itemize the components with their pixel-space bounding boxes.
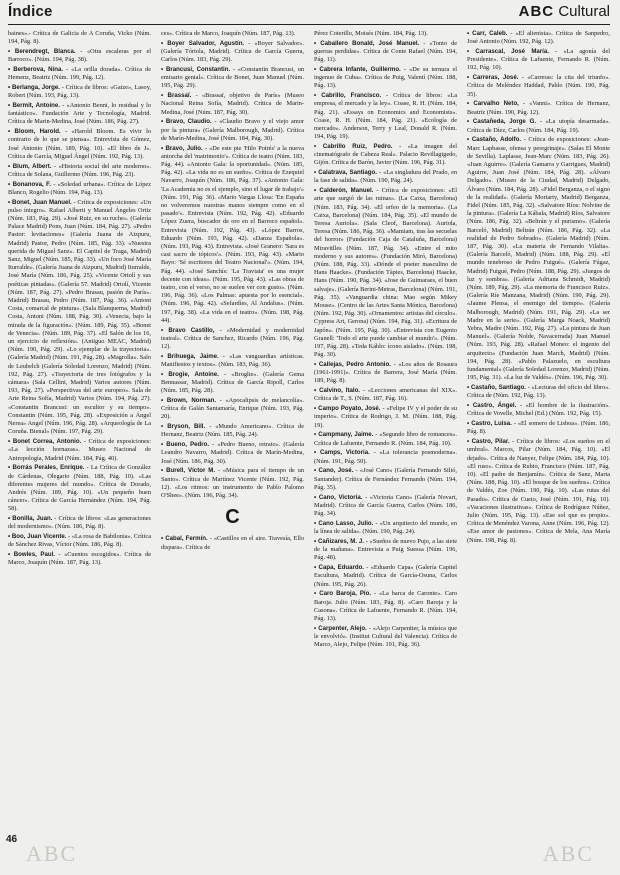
- entry-author: • Castaño, Adolfo.: [467, 136, 522, 144]
- index-entry: [314, 467, 457, 492]
- entry-author: • Bryson, Bill.: [161, 423, 206, 431]
- entry-text: - Crítica de exposiciones: «Un pulso íntegro». Rafael Alberti y Manuel Ángeles Ortiz (Núm. 183, Pág. 29). «José Ruiz, en su ruche». (Galería Palace Madrid) Pons, Juan (Núm. 184, Pág. 27). «Pedro Pastor: levitaciones» (Galería Juana de Aizpuru, Madrid) Pastor, Pedro (Núm. 185, Pág. 33). «Nuestra querida de Miguel Sanz». El Capitel de Traga, Madrid) Sanz, Miguel (Núm. 185, Pág. 33). «Un foco José María Iturralde». (Galería Juana de Aizpuru, Madrid) Iturralde, José María (Núm. 186, Pág. 25). «Vicente Ortolí y sus poéticas pintadas». (Galería 57. Madrid) Ortolí, Vicente (Núm. 187, Pág. 27). «Pedro Brasau, pasión de París». Madrid) Brasau, Pedro (Núm. 187, Pág. 36). «Antoni Costa, comarcal de pintura». (Sala Blanquerna, Madrid) Costa, Antoni (Núm. 188, Pág. 30). «Venecia, bajo la mirada de la figuración». (Núm. 189, Pág. 35). «Bonet de Venecia». (Núm. 189, Pág. 37). «El Salón de los 16, un ejercicio de reflexión». (Antiguo MEAC, Madrid) (Núm. 190, Pág. 29). «Lo ejemplar de la trayectoria». (Galería Madrid) (Núm. 191, Pág. 28). «Magrolla». Salo de Leubelch (Galería Soledad Lorenzo, Madrid) (Núm. 192, Pág. 27). «Trayectoria de tres fotógrafos y la cámara» (Sala Cellini, Madrid) Varios autores (Núm. 193, Pág. 27). «Perspectivas del arte europeo». Sala de Arte Reina Sofía, Madrid) Varios (Núm. 194, Pág. 27). «Constantin Brancusi: un escultor y su tiempo». Constantin (Núm. 195, Pág. 28). «Exposición a Ángel Nerea» Angel (Núm. 196, Pág. 28). «Arqueología de La Coruña. Bienal» (Núm. 197, Pág. 29).: [8, 198, 151, 436]
- entry-author: • Bravo, Julio.: [161, 144, 203, 152]
- entry-text: - «Carreras: la cita del triunfo». Crítica de Meléndez Haddad, Pablo (Núm. 190, Pág. 35).: [467, 74, 610, 98]
- index-entry: [314, 387, 457, 403]
- index-entry: [467, 402, 610, 418]
- index-entry: [161, 353, 304, 369]
- entry-text: - «Modernidad y modernidad teatral». Crítica de Sanchez, Ricardo (Núm. 196, Pág. 12).: [161, 326, 304, 351]
- index-entry: [314, 169, 457, 185]
- brand-section: Cultural: [558, 3, 610, 20]
- entry-author: • Caballero Bonald, José Manuel.: [314, 39, 420, 47]
- index-columns: [8, 30, 610, 856]
- index-entry: [8, 84, 151, 100]
- entry-author: • Castro, Pilar.: [467, 438, 510, 446]
- entry-text: ces». Crítica de Marco, Joaquín (Núm. 187, Pág. 13).: [161, 30, 296, 37]
- entry-text: - «Cuentos escogidos». Crítica de Marco, Joaquín (Núm. 187, Pág. 13).: [8, 551, 151, 567]
- entry-author: • Cabal, Fermín.: [161, 535, 208, 543]
- index-entry: [314, 361, 457, 386]
- index-entry: [8, 515, 151, 531]
- index-entry: [161, 145, 304, 325]
- entry-text: - «Brassaï, objetivo de París» (Museo Nacional Reina Sofía, Madrid). Crítica de Marin-Medina, José (Núm. 187, Pág. 30).: [161, 92, 304, 116]
- entry-author: • Cano Lasso, Julio.: [314, 519, 374, 527]
- entry-text: - «El hombre de la ilustración». Crítica de Vovelle, Michel (Ed.) (Núm. 192, Pág. 15).: [467, 402, 610, 418]
- entry-text: - «La agonía del Presidente». Crítica de Lafuente, Fernando R. (Núm. 192, Pág. 10).: [467, 48, 610, 72]
- index-entry: [8, 102, 151, 127]
- entry-author: • Cabrillo Ruiz, Pedro.: [314, 143, 393, 151]
- entry-text: - Crítica de exposiciones: «Jean-Marc Lapbasse, ofensa y peregrinaje». (Salas El Monte de Sevilla). Laplasse, Jean-Marc (Núm. 183, Pág. 26). «Juan Aguirre». (Galería Gamarra y Garrigues, Madrid) Aguirre, Juan José (Núm. 184, Pág. 28). «Álvaro Delgado». (Museo de la Ciudad, Madrid) Delgado, Álvaro (Núm. 184, Pág. 28). «Fidel Berganza, o el signo de la realidad». (Galería Moriarty, Madrid) Berganza, Fidel (Núm. 185, Pág. 32). «Salvatore Ríos: Nolvine de la pintura». (Galería La Kábala, Madrid) Ríos, Salvatore (Núm. 186, Pág. 32). «Beltrán y el purismo». (Galería Barceló, Madrid) Beltrán (Núm. 186, Pág. 32). «La realidad de Pedro Sobrado». (Galería Madrid) (Núm. 187, Pág. 30). «La materia de Fernando Vilalta». (Galería Barceló, Madrid) (Núm. 188, Pág. 29). «El mundo tenebroso de Pedro Fuigué». (Galería Fúgaz, Madrid) Fuigué, Pedro (Núm. 188, Pág. 29). «Juegos de luz y sombra». (Galería Adriana Schmidt, Madrid) (Núm. 189, Pág. 29). «La memoria de Francisco Ruiz». (Galería Ríe Manzana, Madrid) (Núm. 190, Pág. 29). «Jaume Plensa, el enemigo del tiempo». (Galería Malborough, Madrid) (Núm. 191, Pág. 29). «La ser Madre en la serie». (Galería Marga Noack, Madrid) Yebra, Madre (Núm. 192, Pág. 27). «La pintura de Juan Manuel». (Galería Nolde, Navacerrada) Juan Manuel (Núm. 193, Pág. 28). «Rafael Moneo: el ingenio del arquitecto» (Fundación Juan March, Madrid) (Núm. 194, Pág. 28). «Pablo Palazuelo, en escultura fundamental» (Galería Soledad Lorenzo, Madrid) (Núm. 195, Pág. 31). «La luz de Valdés». (Núm. 196, Pág. 30).: [467, 136, 610, 382]
- index-entry: [467, 74, 610, 99]
- index-entry: [161, 467, 304, 500]
- entry-author: • Carr, Caleb.: [467, 30, 508, 37]
- index-entry: [467, 384, 610, 400]
- index-entry: [161, 441, 304, 466]
- entry-text: - «Pedro Bueno, retrato». (Galería Leandro Navarro, Madrid). Crítica de Marín-Medina, José (Núm. 186, Pág. 30).: [161, 441, 304, 465]
- entry-text: - «Las vanguardias artísticas. Manifiestos y textos». (Núm. 183, Pág. 36).: [161, 352, 304, 369]
- entry-text: - «La rosa de Babilonia». Crítica de Sánchez Rivas, Víctor (Núm. 186, Pág. 8).: [8, 533, 151, 549]
- entry-author: • Camps, Victoria.: [314, 449, 370, 457]
- entry-author: • Brancusi, Constantin.: [161, 66, 231, 73]
- entry-author: • Berlanga, Jorge.: [8, 84, 60, 91]
- index-entry: [8, 181, 151, 197]
- entry-author: • Blum, Albert.: [8, 162, 52, 170]
- entry-text: - «Vanni». Crítica de Hernanz, Beatriz (Núm. 190, Pág. 12).: [467, 100, 610, 116]
- entry-text: - «Música para el tiempo de un Santo». Crítica de Martínez Vicente (Núm. 192, Pág. 12). «Los ritmos: un instrumento de Pablo Palomo O'Shee». (Núm. 196, Pág. 34).: [161, 467, 304, 500]
- index-entry: [8, 66, 151, 82]
- entry-author: • Bonet, Juan Manuel.: [8, 198, 72, 206]
- letter-heading: C: [225, 506, 240, 529]
- entry-author: • Brassaï.: [161, 92, 192, 100]
- entry-text: - «La singladura del Prado, en la fase de salida». (Núm. 190, Pág. 24).: [314, 169, 457, 185]
- entry-text: - «Victoria Cano» (Galería Novart, Madrid). Crítica de García Guerra, Carlos (Núm. 186, Pág. 34).: [314, 493, 457, 518]
- entry-text: - Crítica de libros: «La empresa, el mercado y la ley». Coase, R. H. (Núm. 184, Pág. 21). «Essays on Economics and Economists». Coase, R. H. (Núm. 184, Pág. 21). «Ecología de mercado». Anderson, Terry y Leal, Donald R. (Núm. 194, Pág. 19).: [314, 92, 457, 141]
- entry-text: - «Un arquitecto del mundo, en la línea de salida». (Núm. 190, Pág. 24).: [314, 519, 457, 536]
- entry-text: - «Los años de Rosaura (1961-1991)». Crítica de Barrera, José María (Núm. 189, Pág. 8).: [314, 361, 457, 385]
- index-entry: [314, 431, 457, 447]
- entry-author: • Bueno, Pedro.: [161, 441, 210, 449]
- index-entry: [467, 48, 610, 73]
- index-entry: [161, 371, 304, 396]
- entry-author: • Bloom, Harold.: [8, 128, 61, 136]
- entry-text: - «Historia social del arte moderno». Crítica de Solana, Guillermo (Núm. 196, Pág. 23).: [8, 162, 151, 178]
- entry-author: • Calderón, Manuel.: [314, 187, 374, 195]
- index-entry: [314, 449, 457, 465]
- entry-author: • Bravo Castillo,: [161, 326, 215, 334]
- index-entry: [467, 438, 610, 545]
- entry-author: • Calvino, Italo.: [314, 387, 361, 395]
- page-number: 46: [6, 834, 18, 845]
- entry-text: - «Lecciones americanas del XIX». Crítica de T., S. (Núm. 187, Pág. 16).: [314, 387, 457, 403]
- entry-text: - «De su ternura el ingenuo de Cuba». Crítica de Puig, Valentí (Núm. 188, Pág. 13).: [314, 66, 457, 90]
- index-entry: [161, 40, 304, 65]
- section-title: Índice: [8, 3, 53, 20]
- entry-text: - «Harold Bloom. Es vivir lo contrario de lo que se piensa». Entrevista de Gómez, José Antonio (Núm. 189, Pág. 10). «El libro de J». Crítica de García, Miguel Ángel (Núm. 192, Pág. 13).: [8, 128, 151, 160]
- index-entry: [161, 30, 304, 38]
- entry-author: • Castro, Ángel.: [467, 402, 517, 410]
- entry-text: - «Boyer Salvador». (Galería Tórtola, Madrid). Crítica de García Guerra, Carlos (Núm. 183, Pág. 29).: [161, 39, 304, 64]
- entry-text: - «Broglie». (Galería Gema Bennassar, Madrid). Crítica de García Ripoll, Carlos (Núm. 185, Pág. 28).: [161, 370, 304, 395]
- entry-author: • Caro Baroja, Pío.: [314, 590, 372, 598]
- index-entry: [314, 143, 457, 168]
- entry-author: • Brown, Norman.: [161, 397, 217, 405]
- index-entry: [314, 187, 457, 359]
- entry-text: - «Castillos en el aire. Travesía, Ello dispara». Crítica de: [161, 535, 304, 551]
- entry-author: • Cabrera Infante, Guillermo.: [314, 66, 401, 73]
- entry-text: - «Alejo Carpentier, la música que le envolvió». (Institut Cultural del Valencia). Crítica de Marco, Alejo, Felipe (Núm. 191, Pág. 36).: [314, 624, 457, 649]
- entry-text: - «Lecturas del oficio del libro». Crítica de (Núm. 192, Pág. 13).: [467, 384, 610, 400]
- index-entry: [8, 30, 151, 46]
- entry-text: - Crítica de libros: «Los sueños en el umbral». Marcos, Pilar (Núm. 184, Pág. 10). «El dejado». Crítica de Nanyer, Felipe (Núm. 184, Pág. 10). «El ruso». Crítica de Rubio, Francisco (Núm. 187, Pág. 10). «El padre de Benjamín». Crítica de Sanz, Marta (Núm. 188, Pág. 10). «El bosque de los sueños». Crítica de Valdés, Zoe (Núm. 190, Pág. 10). «Las rutas del Pasado». Crítica de Cueto, José (Núm. 191, Pág. 10). «Vacaciones ilustrativas». Crítica de Rodríguez Núñez, Julio (Núm. 195, Pág. 13). «Ese sol que es propio». Crítica de Menéndez Varona, Anne (Núm. 196, Pág. 12). «Ese amor de pasiones». Crítica de Mela, Ana María (Núm. 198, Pág. 8).: [467, 438, 610, 544]
- index-entry: [161, 535, 304, 551]
- index-entry: [467, 118, 610, 134]
- entry-text: - «José Cano» (Galería Fernando Silió, Santander). Crítica de Fernández Fernando (Núm. 194, Pág. 35).: [314, 467, 457, 491]
- index-entry: [8, 464, 151, 513]
- index-entry: [314, 30, 457, 38]
- entry-text: - «La barca de Caronte». Caro Baroja. Julio (Núm. 183, Pág. 8). «Caro Baroja y la Casona». Crítica de Lafuente, Fernando R. (Núm. 194, Pág. 13).: [314, 590, 457, 622]
- entry-author: • Campo Poyato, José.: [314, 405, 381, 413]
- entry-text: baines».- Crítica de Galicia de A Coruña, Vicko (Núm. 194, Pág. 8).: [8, 30, 151, 46]
- entry-author: • Boyer Salvador, Agustín.: [161, 39, 245, 47]
- index-entry: [314, 494, 457, 519]
- entry-author: • Brogie, Antoine.: [161, 370, 219, 378]
- index-entry: [161, 423, 304, 439]
- entry-text: - «Tonto de guerras perdidas». Crítica de Conte Rafael (Núm. 194, Pág. 11).: [314, 39, 457, 64]
- entry-author: • Castaño, Santiago.: [467, 384, 526, 392]
- index-entry: [8, 533, 151, 549]
- entry-text: - «De este pie 'Hilo Potrés' a la nueva antorcha del 'matrimonio'». Crítica de teatro (Núm. 183, Pág. 44). «Antonio Gala: la oportunidad». (Núm. 185, Pág. 42). «La vida no es un sueño». Crítica de Ezequiel Navarro, Joaquín (Núm. 186, Pág. 37). «Antonio Gala: 'La Academia no es el ejemplo, sino el lugar de trabajo'» (Núm. 191, Pág. 36). «Mario Vargas Llosa: 'En España no volveremos nuestras manos siempre como en el pasado'». Entrevista (Núm. 192, Pág. 42). «Eduardo López Zuera, buscador de oro en el Barroco español». Entrevista (Núm. 192, Pág. 43). «López Barros, Eduardo (Núm. 193, Pág. 42). «Danza Española». (Núm. 193, Pág. 43). Entrevista. «José Granero: 'Sara es casi sacro de tópicos'». (Núm. 193, Pág. 43). «Mario Bayo: 'Sé escritores del Teatro Nacional'». (Núm. 194, Pág. 44). «José Sanchís: 'La Traviata' es una mujer decente con ideas». (Núm. 195, Pág. 43). «Las obras de teatro, con el verso, no se suelen ver con gusto». (Núm. 196, Pág. 36). «Los Palmas: apuesta por lo esencial». (Núm. 196, Pág. 42). «Sefardíes, Al Andalus». (Núm. 197, Pág. 38). «La vida en el teatro». (Núm. 198, Pág. 44).: [161, 144, 304, 324]
- entry-text: - «La tolerancia posmoderna». (Núm. 191, Pág. 50).: [314, 449, 457, 465]
- index-entry: [314, 590, 457, 623]
- index-entry: [467, 100, 610, 116]
- index-entry: [8, 163, 151, 179]
- brand-name: ABC: [518, 3, 555, 20]
- entry-text: - «Constantin Brancusi, un emisario genial». Crítica de Bonet, Juan Manuel (Núm. 195, Pág. 29).: [161, 66, 304, 90]
- entry-author: • Bonet Correa, Antonio.: [8, 438, 82, 446]
- index-entry: [161, 66, 304, 91]
- entry-author: • Campmany, Jaime.: [314, 431, 374, 439]
- index-entry: [314, 564, 457, 589]
- index-entry: [8, 438, 151, 463]
- index-entry: [8, 551, 151, 567]
- entry-author: • Castro, Luisa.: [467, 420, 512, 428]
- index-entry: [314, 40, 457, 65]
- entry-author: • Cano, José.: [314, 467, 354, 475]
- index-entry: [161, 118, 304, 143]
- index-entry: [314, 520, 457, 536]
- entry-author: • Boo, Juan Vicente.: [8, 533, 67, 541]
- publication-title: [519, 3, 610, 20]
- index-entry: [314, 625, 457, 650]
- index-entry: [467, 420, 610, 436]
- entry-author: • Borrás Perales, Enrique.: [8, 464, 85, 472]
- entry-text: - «Mundo Americano». Crítica de Hernanz, Beatriz (Núm. 185, Pág. 24).: [161, 423, 304, 439]
- entry-author: • Cabrillo, Francisco.: [314, 92, 382, 100]
- entry-text: - «Antonio Benni, lo residual y lo fantástico». Fundación Arte y Tecnología, Madrid. Crítica de Marin-Medina, José (Núm. 186, Pág. 27).: [8, 102, 151, 126]
- column-3: [314, 30, 457, 856]
- index-entry: [161, 397, 304, 422]
- index-entry: [161, 327, 304, 352]
- index-entry: [314, 405, 457, 430]
- column-1: [8, 30, 151, 856]
- index-entry: [8, 128, 151, 161]
- entry-text: - «Soledad urbana». Crítica de López Blanco, Rogelio (Núm. 194, Pág. 13).: [8, 180, 151, 196]
- column-2: [161, 30, 304, 856]
- entry-author: • Callejas, Pedro Antonio.: [314, 361, 391, 369]
- entry-author: • Bermit, Antoine.: [8, 102, 60, 109]
- index-entry: [161, 92, 304, 117]
- entry-text: Pérez Coterillo, Moisés (Núm. 184, Pág. 13).: [314, 30, 428, 37]
- entry-text: - «La orilla dorada». Crítica de Hemenz, Beatriz (Núm. 199, Pág. 12).: [8, 66, 151, 82]
- index-entry: [314, 66, 457, 91]
- entry-author: • Bowles, Paul.: [8, 551, 55, 559]
- entry-author: • Castañeda, Jorge G.: [467, 118, 537, 126]
- entry-text: - «Felipe IV y el poder de su imperio». Crítica de Rodrigo, J. M. (Núm. 188, Pág. 19).: [314, 405, 457, 429]
- entry-author: • Burell, Víctor M.: [161, 467, 216, 475]
- entry-text: - «Claudio Bravo y el viejo amor por la pintura» (Galería Malborough, Madrid). Crítica de Marín-Medina, José (Núm. 184, Pág. 30).: [161, 118, 304, 142]
- entry-author: • Capa, Eduardo.: [314, 564, 364, 572]
- entry-author: • Cano, Victoria.: [314, 493, 363, 501]
- entry-text: - Crítica de libros: «Las generaciones del modernismo». (Núm. 186, Pág. 8).: [8, 515, 151, 531]
- entry-author: • Carpenter, Alejo.: [314, 624, 367, 632]
- entry-author: • Bonilla, Juan.: [8, 515, 53, 523]
- entry-author: • Berberova, Nina.: [8, 66, 64, 73]
- watermark-left: ABC: [26, 841, 78, 866]
- entry-text: - «Segundo libro de romances». Crítica de Lafuente, Fernando R. (Núm. 184, Pág. 10).: [314, 431, 457, 447]
- entry-author: • Carreras, José.: [467, 74, 519, 82]
- entry-author: • Bravo, Claudio.: [161, 118, 212, 126]
- column-4: [467, 30, 610, 856]
- entry-text: - «El somero de Lisboa». (Núm. 186, Pág. 8).: [467, 420, 610, 436]
- index-entry: [8, 199, 151, 437]
- index-entry: [467, 30, 610, 46]
- entry-text: - «El alienista». Crítica de Sanpedro, José Antonio (Núm. 192, Pág. 12).: [467, 30, 610, 46]
- entry-author: • Bonanova, F.: [8, 180, 51, 188]
- header-divider: [8, 24, 610, 25]
- watermark-right: ABC: [542, 841, 594, 866]
- entry-text: - La Crítica de González de Cárdenas, Olegario (Núm. 188, Pág. 10). «Las diferentes mujeres del mundo». Crítica de Dorado, Andrés (Núm. 189, Pág. 10). «Un pequeño buen cáncer». Crítica de García Hernández (Núm. 194, Pág. 58).: [8, 464, 151, 513]
- entry-text: - «Sueños de nuevo Pujo, a las siete de la mañana». Entrevista a Puig Suessa (Núm. 196, Pág. 48).: [314, 537, 457, 562]
- entry-text: - Crítica de exposiciones: «El arte que surgió de las ruinas». (La Caixa, Barcelona) (Núm. 183, Pág. 34). «El orfeo de la memoria». (La Caixa, Barcelona) (Núm. 184, Pág. 35). «El mundo de Teresa Auriola». (Sala Cleof, Barcelona). Auriola, Teresa (Núm. 186, Pág. 36). «Mamiam, tras las secuelas del horror» (Fundación Caja de Cataluña, Barcelona) Miravitlles (Núm. 187, Pág. 34). «Entre el mito moderno y sus autores». (Fundación Miró, Barcelona) (Núm. 188, Pág. 33). «Dónde el poeter masculino de Hans Haacke». (Fundación Tàpies, Barcelona) Haacke, Hans (Núm. 190, Pág. 34). «Jose de Guimaraes, el buen salvaje». (Galería Berini-Metras, Barcelona) (Núm. 191, Pág. 35). «Vanguardia china: Mao según Mikey Mouse». (Centro de las Artes Santa Mónica, Barcelona) (Núm. 192, Pág. 30). «Ornamentos: artistas del círculo». Cypress Art, Gerona) (Núm. 194, Pág. 31). «Ecritura de Japón». (Núm. 195, Pág. 30). «Entrevista con Eugenio Granell: 'Todo el arte puede cambiar el mundo'». (Núm. 197, Pág. 28). «Teda Káhlo: ícono aislado». (Núm. 198, Pág. 30).: [314, 187, 457, 359]
- index-entry: [314, 538, 457, 563]
- entry-author: • Carvalho Neto,: [467, 100, 519, 108]
- entry-text: - «Otra escaleras por el Barroco». (Núm. 194, Pág. 38).: [8, 48, 151, 64]
- page-header: [0, 0, 620, 26]
- index-entry: [8, 48, 151, 64]
- index-entry: [467, 136, 610, 382]
- entry-text: - «Eduardo Capa» (Galería Capitel Escultura, Madrid). Crítica de García-Osuna, Carlos (Núm. 195, Pág. 26).: [314, 564, 457, 588]
- entry-text: - Crítica de exposiciones: «La lección hornazas». Museo Nacional de Antropología, Madrid (Núm. 184, Pág. 40).: [8, 438, 151, 462]
- index-entry: [314, 92, 457, 141]
- entry-text: - «Apocalipsis de melancolía». Crítica de Galán Santamaría, Enrique (Núm. 193, Pág. 20).: [161, 397, 304, 421]
- entry-text: - Crítica de libros: «Gaize», Lasoy, Robert (Núm. 193, Pág. 13).: [8, 84, 151, 100]
- entry-text: - «La imagen del cinematógrafo de Cabeza Real». Palacio Revillagigedo, Gijón. Crítica de Barón, Javier (Núm. 196, Pág. 31).: [314, 143, 457, 167]
- entry-author: • Brihuega, Jaime.: [161, 352, 219, 360]
- entry-author: • Cañizares, M. J.: [314, 537, 364, 545]
- entry-author: • Berendregt, Blanca.: [8, 48, 76, 55]
- entry-author: • Calatrava, Santiago.: [314, 169, 377, 177]
- entry-author: • Carrascal, José María.: [467, 48, 549, 55]
- entry-text: - «La utopía desarmada». Crítica de Díez, Carlos (Núm. 184, Pág. 19).: [467, 118, 610, 134]
